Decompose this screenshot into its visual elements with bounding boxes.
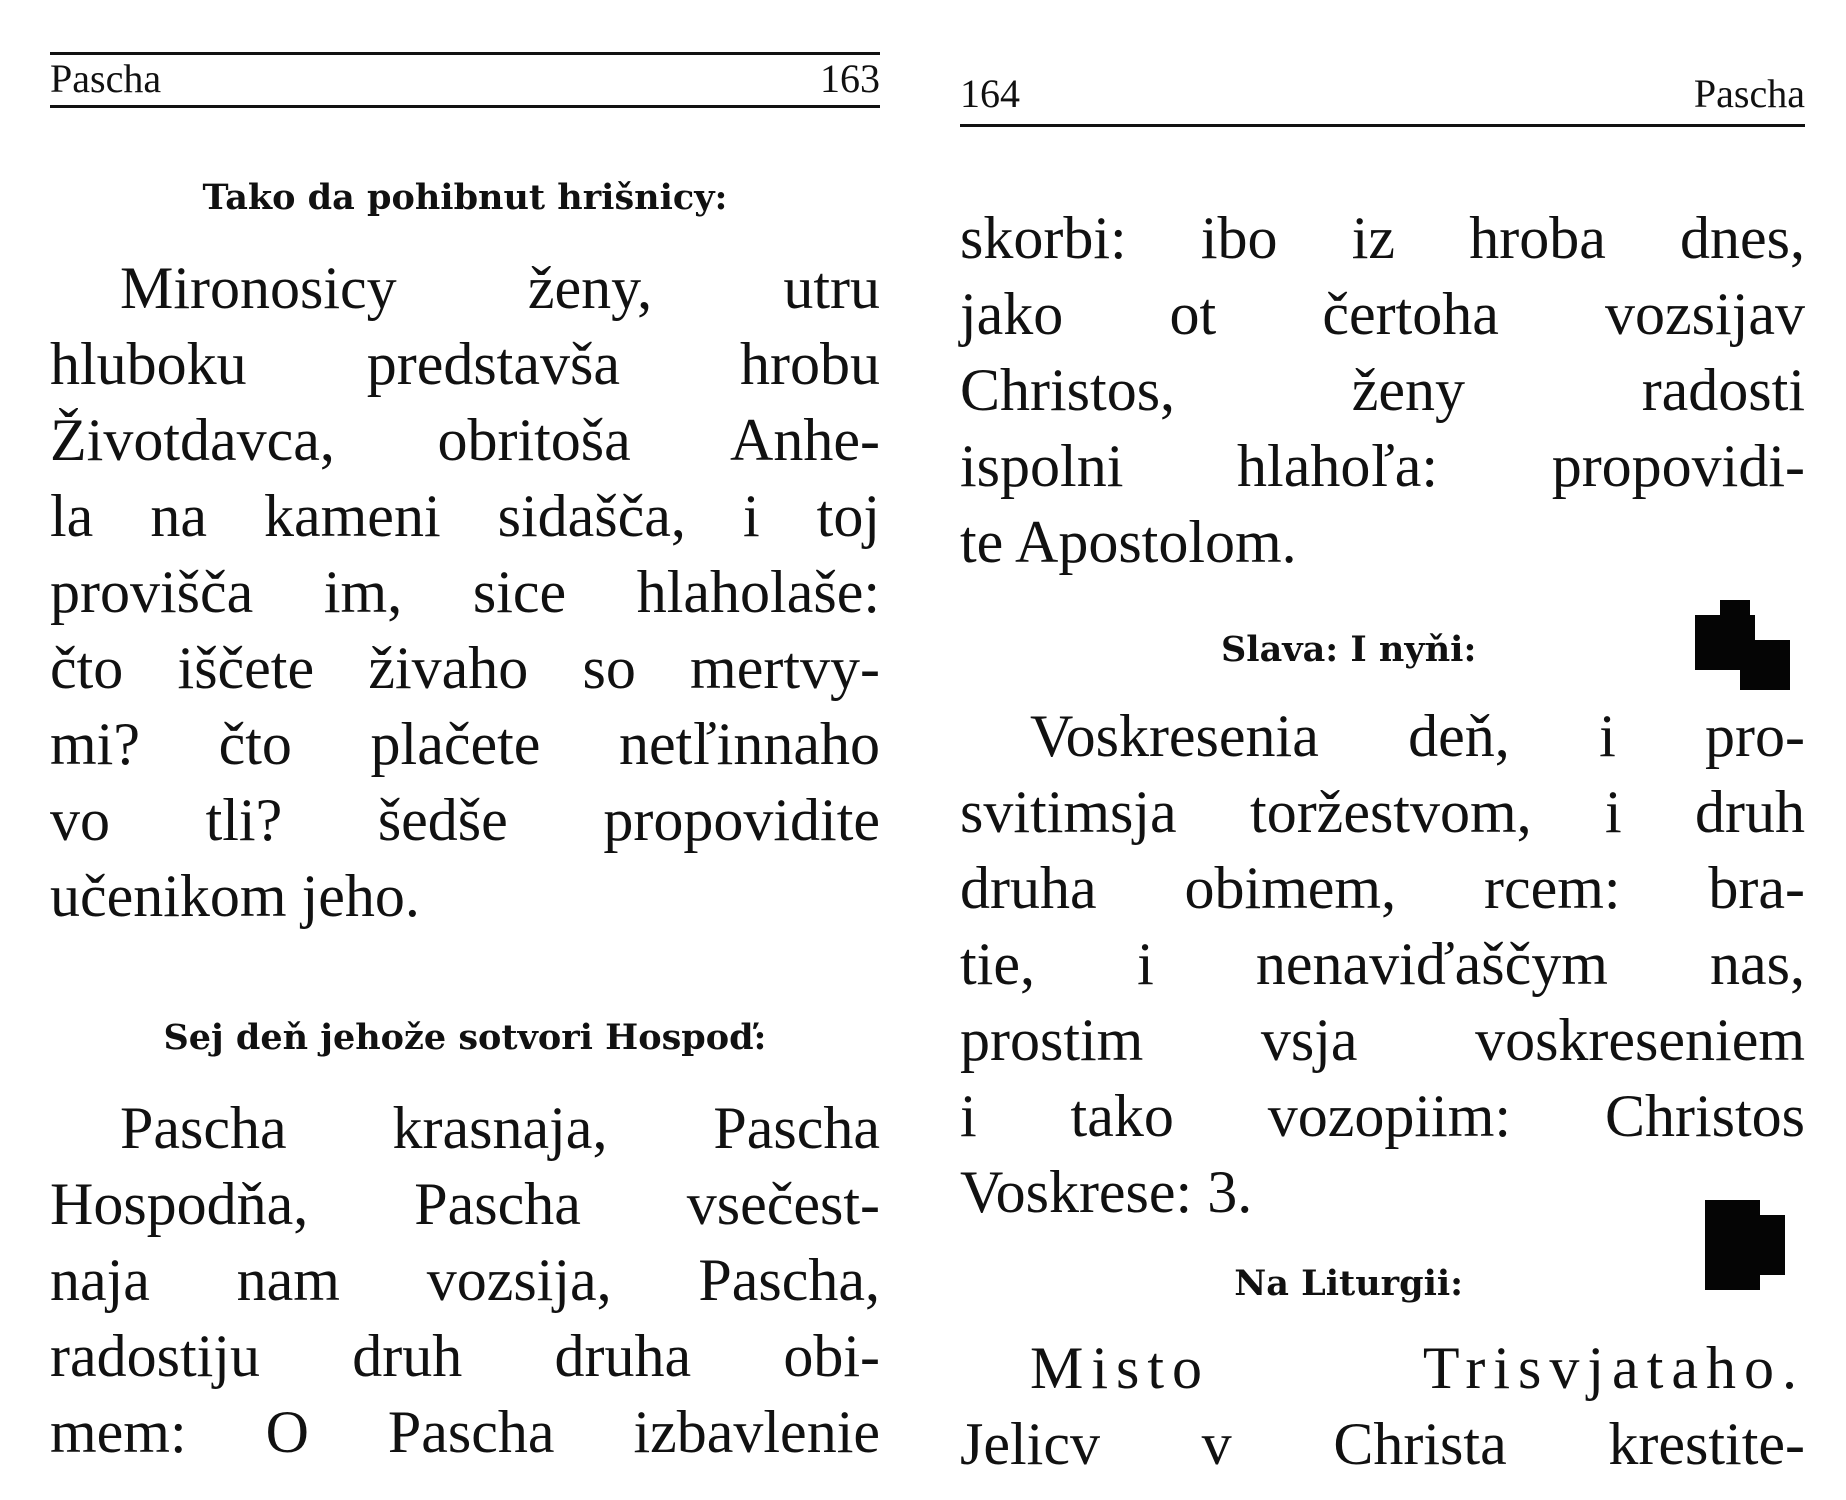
verse-block	[50, 1090, 880, 1470]
verse-line: Pascha krasnaja, Pascha	[120, 1095, 880, 1161]
verse-line: la na kameni sidašča, i toj	[50, 483, 880, 549]
verse-line: Mironosicy ženy, utru	[120, 255, 880, 321]
verse-line: te Apostolom.	[960, 509, 1297, 575]
verse-line: Životdavca, obritoša Anhe-	[50, 407, 880, 473]
verse-line: i tako vozopiim: Christos	[960, 1083, 1805, 1149]
running-head	[50, 52, 880, 108]
verse-line: Hospodňa, Pascha vsečest-	[50, 1171, 880, 1237]
verse-block	[960, 698, 1805, 1230]
running-head-title: Pascha	[50, 56, 162, 101]
verse-line: svitimsja toržestvom, i druh	[960, 779, 1805, 845]
page-number: 164	[960, 71, 1020, 116]
rubric-heading: Na Liturgii:	[1234, 1263, 1464, 1304]
verse-line: učenikom jeho.	[50, 863, 420, 929]
verse-line: hluboku predstavša hrobu	[50, 331, 880, 397]
ink-blot	[1760, 1215, 1785, 1275]
verse-line: druha obimem, rcem: bra-	[960, 855, 1805, 921]
verse-line: naja nam vozsija, Pascha,	[50, 1247, 880, 1313]
ink-blot	[1720, 600, 1750, 620]
verse-line: tie, i nenaviďaščym nas,	[960, 931, 1805, 997]
verse-block	[50, 250, 880, 934]
verse-line: radostiju druh druha obi-	[50, 1323, 880, 1389]
verse-line: mi? čto plačete netľinnaho	[50, 711, 880, 777]
verse-line: Jelicv v Christa krestite-	[960, 1411, 1805, 1477]
running-head	[960, 70, 1805, 127]
verse-line: čto iščete živaho so mertvy-	[50, 635, 880, 701]
rubric-heading: Slava: I nyňi:	[1221, 629, 1477, 670]
verse-line: prostim vsja voskreseniem	[960, 1007, 1805, 1073]
verse-line: Voskresenia deň, i pro-	[1030, 703, 1805, 769]
verse-line: skorbi: ibo iz hroba dnes,	[960, 205, 1805, 271]
page-number: 163	[820, 56, 880, 101]
verse-line: mem: O Pascha izbavlenie	[50, 1399, 880, 1465]
verse-line: ispolni hlahoľa: propovidi-	[960, 433, 1805, 499]
verse-line: provišča im, sice hlaholaše:	[50, 559, 880, 625]
verse-line: Misto Trisvjataho.	[1030, 1335, 1805, 1401]
verse-block	[960, 1330, 1805, 1482]
verse-line: vo tli? šedše propovidite	[50, 787, 880, 853]
verse-line: Voskrese: 3.	[960, 1159, 1253, 1225]
rubric-heading: Tako da pohibnut hrišnicy:	[202, 177, 728, 218]
running-head-title: Pascha	[1693, 71, 1805, 116]
ink-blot	[1740, 640, 1790, 690]
rubric-heading: Sej deň jehože sotvori Hospoď:	[163, 1017, 767, 1058]
verse-line: Christos, ženy radosti	[960, 357, 1805, 423]
verse-block	[960, 200, 1805, 580]
ink-blot	[1705, 1200, 1760, 1290]
verse-line: jako ot čertoha vozsijav	[960, 281, 1805, 347]
